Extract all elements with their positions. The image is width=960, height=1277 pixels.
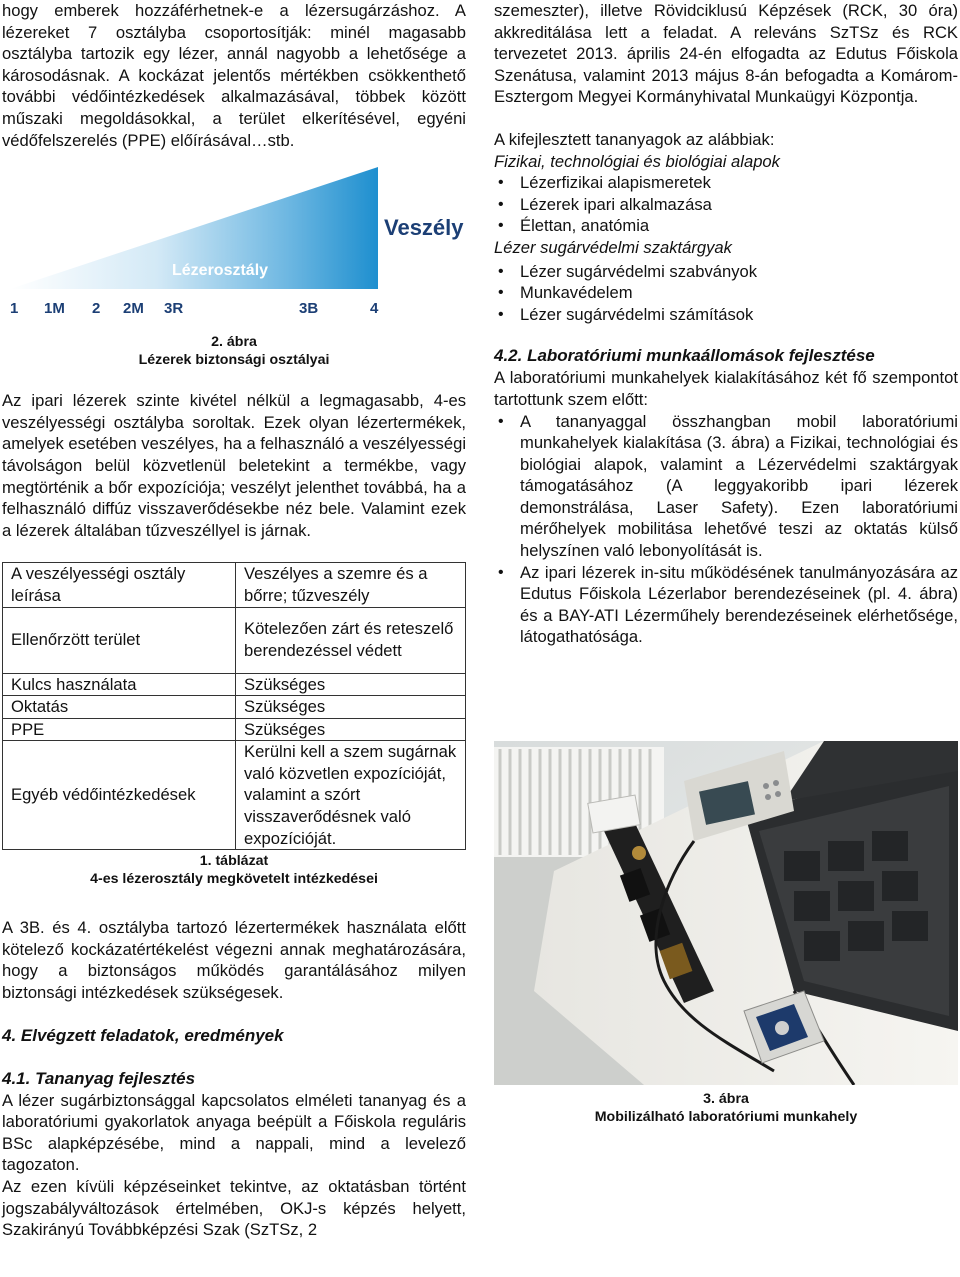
tick-4: 4: [370, 300, 379, 318]
training-paragraph: Az ezen kívüli képzéseinket tekintve, az oktatásban történt jogszabályváltozások értelmében, OKJ-s képzés helyett, Szakirányú Továbbképzési Szak (SzTSz, 2: [2, 1177, 466, 1240]
table-row: [3, 563, 466, 607]
table-cell-value: Veszélyes a szemre és a bőrre; tűzveszély: [236, 563, 466, 607]
industrial-lasers-paragraph: Az ipari lézerek szinte kivétel nélkül a legmagasabb, 4-es veszélyességi osztályba soroltak. Ezek olyan lézertermékek, amelyek esetében veszélyes, ha a felhasználó a veszélyességi távolságon belül közvetlenül beletekint a termékbe, vagy megtörténik a bőr expozíciója; veszélyt jelenthet továbbá, ha a felhasználó diffúz visszaverődésekbe néz bele. Valamint ezek a lézerek általában tűzveszéllyel is járnak.: [2, 391, 466, 540]
table-cell-value: Szükséges: [236, 673, 466, 696]
table-cell-label: Ellenőrzött terület: [3, 607, 236, 673]
list-item: • Lézer sugárvédelmi számítások: [494, 304, 958, 326]
section-4-heading: 4. Elvégzett feladatok, eredmények: [2, 1025, 284, 1045]
list-item: • A tananyaggal összhangban mobil laboratóriumi munkahelyek kialakítása (3. ábra) a Fizikai, technológiai és biológiai alapok, valamint a Lézervédelmi szaktárgyak támogatásához (A leggyakoribb ipari lézerek demonstrálása, Laser Safety). Ezen laboratóriumi mérőhelyek mobilitása lehetővé teszi az oktatás külső helyszínen való lebonyolítását is.: [494, 411, 958, 562]
table-cell-value: Szükséges: [236, 696, 466, 719]
group2-title: Lézer sugárvédelmi szaktárgyak: [494, 237, 732, 257]
right-column: [494, 0, 958, 648]
tick-3r: 3R: [164, 300, 184, 318]
group1-list: [494, 172, 958, 237]
figure3-caption-text: Mobilizálható laboratóriumi munkahely: [594, 1109, 858, 1125]
curriculum-paragraph: A lézer sugárbiztonsággal kapcsolatos elméleti tananyag és a laboratóriumi gyakorlatok anyaga beépült a Főiskola reguláris BSc alapképzésébe, mind a nappali, mind a levelező tagozaton.: [2, 1090, 466, 1175]
figure-laser-classes: [2, 161, 466, 321]
table1-caption-text: 4-es lézerosztály megkövetelt intézkedései: [90, 871, 378, 888]
list-item: • Lézer sugárvédelmi szabványok: [494, 261, 958, 283]
table-cell-value: Szükséges: [236, 718, 466, 741]
figure2-caption-number: 2. ábra: [211, 334, 257, 351]
table-cell-label: Kulcs használata: [3, 673, 236, 696]
tick-3b: 3B: [299, 300, 319, 318]
section-4-2-heading: 4.2. Laboratóriumi munkaállomások fejlesztése: [494, 346, 875, 366]
tick-1: 1: [10, 300, 19, 318]
list-item: • Az ipari lézerek in-situ működésének tanulmányozására az Edutus Főiskola Lézerlabor berendezéseinek (pl. 4. ábra) és a BAY-ATI Lézerműhely berendezéseinek elérhetősége, látogathatósága.: [494, 562, 958, 648]
materials-intro: A kifejlesztett tananyagok az alábbiak:: [494, 129, 775, 149]
list-item: • Lézerfizikai alapismeretek: [494, 172, 958, 194]
table-cell-value: Kerülni kell a szem sugárnak való közvetlen expozícióját, valamint a szórt visszaverődésnek való expozícióját.: [236, 741, 466, 850]
intro-paragraph: hogy emberek hozzáférhetnek-e a lézersugárzáshoz. A lézereket 7 osztályba csoportosítják: minél magasabb osztályba tartozik egy lézer, annál nagyobb a lehetősége a károsodásnak. A kockázat jelentős mértékben csökkenthető további védőintézkedések alkalmazásával, többek között műszaki megoldásokkal, a terület elkerítésével, egyéni védőfelszerelés (PPE) előírásával…stb.: [2, 1, 466, 150]
table-cell-label: Oktatás: [3, 696, 236, 719]
table-cell-label: PPE: [3, 718, 236, 741]
class4-measures-table: [2, 562, 466, 850]
table1-caption-number: 1. táblázat: [199, 853, 269, 870]
mobile-lab-illustration: [494, 741, 958, 1085]
table-cell-value: Kötelezően zárt és reteszelő berendezéssel védett: [236, 607, 466, 673]
list-item: • Lézerek ipari alkalmazása: [494, 194, 958, 216]
table-row: [3, 673, 466, 696]
table-row: [3, 696, 466, 719]
list-item: • Munkavédelem: [494, 282, 958, 304]
tick-2m: 2M: [123, 300, 144, 318]
group2-list: [494, 261, 958, 326]
laser-class-label: Lézerosztály: [172, 262, 269, 280]
lab-paragraph: A laboratóriumi munkahelyek kialakításához két fő szempontot tartottunk szem előtt:: [494, 368, 958, 409]
list-item: • Élettan, anatómia: [494, 215, 958, 237]
tick-2: 2: [92, 300, 101, 318]
figure3-caption: [494, 1090, 958, 1126]
table-row: [3, 607, 466, 673]
laser-class-chart: [2, 161, 466, 321]
table-row: [3, 741, 466, 850]
group1-title: Fizikai, technológiai és biológiai alapok: [494, 151, 780, 171]
figure2-caption-text: Lézerek biztonsági osztályai: [138, 352, 330, 369]
mobile-lab-photo: [494, 741, 958, 1085]
table1-caption: [2, 852, 466, 888]
risk-assessment-paragraph: A 3B. és 4. osztályba tartozó lézertermékek használata előtt kötelező kockázatértékelést végezni annak meghatározására, hogy a biztonságos működés garantálásához milyen biztonsági intézkedések szükségesek.: [2, 918, 466, 1003]
table-row: [3, 718, 466, 741]
left-column: [2, 0, 466, 1241]
table-cell-label: A veszélyességi osztály leírása: [3, 563, 236, 607]
lab-bullets: [494, 411, 958, 649]
table-cell-label: Egyéb védőintézkedések: [3, 741, 236, 850]
section-4-1-heading: 4.1. Tananyag fejlesztés: [2, 1068, 196, 1088]
danger-label: Veszély: [384, 215, 464, 241]
figure3-caption-number: 3. ábra: [703, 1091, 749, 1107]
figure2-caption: [2, 333, 466, 369]
accreditation-paragraph: szemeszter), illetve Rövidciklusú Képzések (RCK, 30 óra) akkreditálása lett a feladat. A releváns SzTSz és RCK tervezetet 2013. április 24-én elfogadta az Edutus Főiskola Szenátusa, valamint 2013 május 8-án befogadta a Komárom-Esztergom Megyei Kormányhivatal Munkaügyi Központja.: [494, 1, 958, 107]
tick-1m: 1M: [44, 300, 65, 318]
